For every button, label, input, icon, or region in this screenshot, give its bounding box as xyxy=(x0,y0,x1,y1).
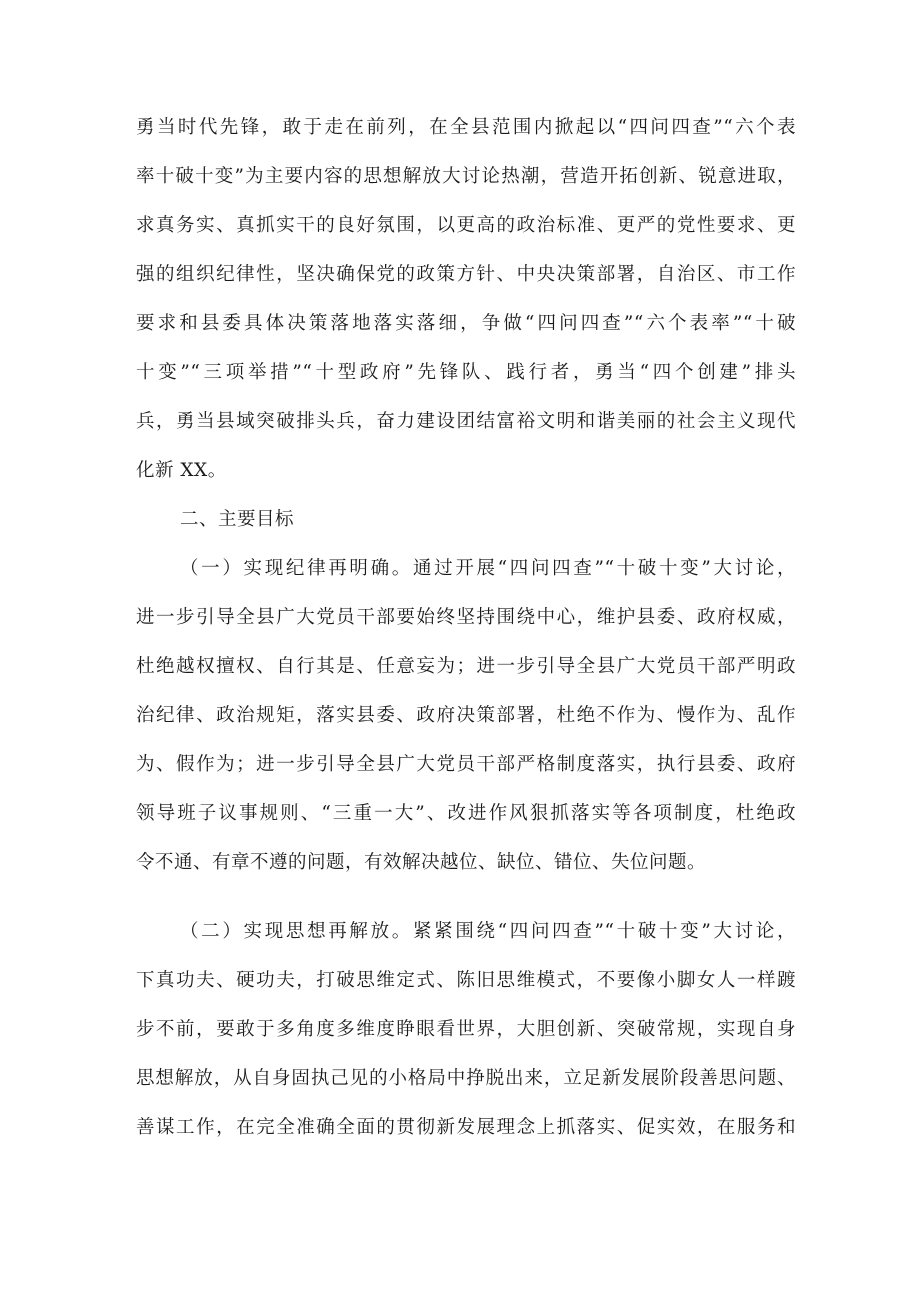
intro-line: 要求和县委具体决策落地落实落细，争做“四问四查”“六个表率”“十破 xyxy=(136,313,796,334)
goal1-line: 令不通、有章不遵的问题，有效解决越位、缺位、错位、失位问题。 xyxy=(136,852,707,873)
intro-line: 兵，勇当县域突破排头兵，奋力建设团结富裕文明和谐美丽的社会主义现代 xyxy=(136,411,796,432)
section-heading: 二、主要目标 xyxy=(180,509,295,530)
goal1-line: 治纪律、政治规矩，落实县委、政府决策部署，杜绝不作为、慢作为、乱作 xyxy=(136,705,796,726)
intro-line: 勇当时代先锋，敢于走在前列，在全县范围内掀起以“四问四查”“六个表 xyxy=(136,117,796,138)
intro-line: 率十破十变”为主要内容的思想解放大讨论热潮，营造开拓创新、锐意进取， xyxy=(136,166,796,187)
goal1-line: 为、假作为；进一步引导全县广大党员干部严格制度落实，执行县委、政府 xyxy=(136,754,796,775)
goal2-line: 下真功夫、硬功夫，打破思维定式、陈旧思维模式，不要像小脚女人一样踱 xyxy=(136,970,796,991)
intro-line: 强的组织纪律性，坚决确保党的政策方针、中央决策部署，自治区、市工作 xyxy=(136,264,796,285)
goal1-line: 领导班子议事规则、“三重一大”、改进作风狠抓落实等各项制度，杜绝政 xyxy=(136,803,796,824)
intro-line: 求真务实、真抓实干的良好氛围，以更高的政治标准、更严的党性要求、更 xyxy=(136,215,796,236)
goal1-line: 进一步引导全县广大党员干部要始终坚持围绕中心，维护县委、政府权威， xyxy=(136,607,796,628)
goal1-line: （一）实现纪律再明确。通过开展“四问四查”“十破十变”大讨论， xyxy=(180,558,796,579)
goal2-line: 步不前，要敢于多角度多维度睁眼看世界，大胆创新、突破常规，实现自身 xyxy=(136,1019,796,1040)
goal2-line: 思想解放，从自身固执己见的小格局中挣脱出来，立足新发展阶段善思问题、 xyxy=(136,1068,796,1089)
intro-line: 十变”“三项举措”“十型政府”先锋队、践行者，勇当“四个创建”排头 xyxy=(136,362,796,383)
intro-line: 化新 XX。 xyxy=(136,460,227,481)
goal1-line: 杜绝越权擅权、自行其是、任意妄为；进一步引导全县广大党员干部严明政 xyxy=(136,656,796,677)
goal2-line: 善谋工作，在完全准确全面的贯彻新发展理念上抓落实、促实效，在服务和 xyxy=(136,1117,796,1138)
goal2-line: （二）实现思想再解放。紧紧围绕“四问四查”“十破十变”大讨论， xyxy=(180,921,796,942)
